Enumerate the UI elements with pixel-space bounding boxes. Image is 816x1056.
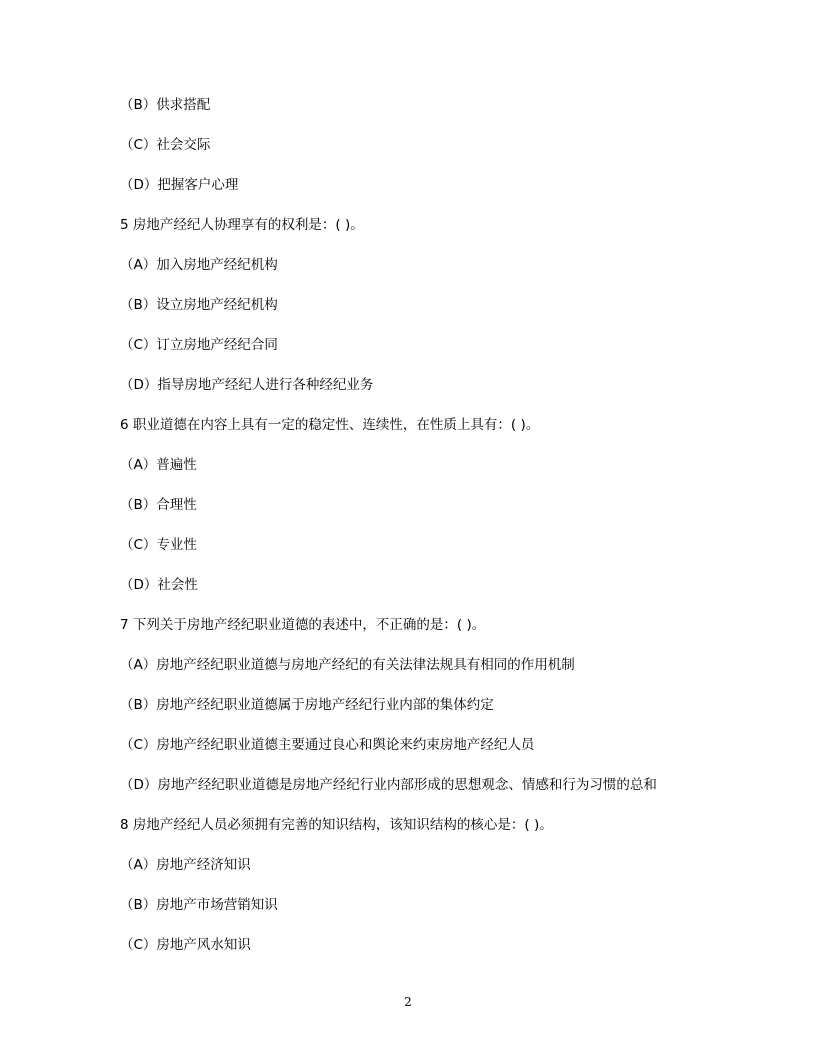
option-a: （A）加入房地产经纪机构	[120, 257, 278, 273]
option-d: （D）社会性	[120, 577, 198, 593]
option-5-d-line: （D）把握客户心理	[120, 177, 239, 193]
option-a: （A）普遍性	[120, 457, 197, 473]
option-a: （A）房地产经纪职业道德与房地产经纪的有关法律法规具有相同的作用机制	[120, 657, 575, 673]
page-content	[120, 93, 720, 973]
option-b: （B）合理性	[120, 497, 197, 513]
question-7: 7 下列关于房地产经纪职业道德的表述中，不正确的是：( )。	[120, 617, 486, 633]
option-c: （C）房地产经纪职业道德主要通过良心和舆论来约束房地产经纪人员	[120, 737, 535, 753]
option-c: （C）房地产风水知识	[120, 937, 251, 953]
option-5-c-line: （C）社会交际	[120, 137, 211, 153]
question-5: 5 房地产经纪人协理享有的权利是：( )。	[120, 217, 364, 233]
option-a: （A）房地产经济知识	[120, 857, 251, 873]
option-d: （D）房地产经纪职业道德是房地产经纪行业内部形成的思想观念、情感和行为习惯的总和	[120, 777, 657, 793]
option-c: （C）专业性	[120, 537, 197, 553]
option-d: （D）指导房地产经纪人进行各种经纪业务	[120, 377, 374, 393]
option-5-b-line: （B）供求搭配	[120, 97, 211, 113]
option-b: （B）房地产市场营销知识	[120, 897, 278, 913]
option-c: （C）订立房地产经纪合同	[120, 337, 278, 353]
question-8: 8 房地产经纪人员必须拥有完善的知识结构，该知识结构的核心是：( )。	[120, 817, 553, 833]
question-6: 6 职业道德在内容上具有一定的稳定性、连续性，在性质上具有：( )。	[120, 417, 540, 433]
option-b: （B）房地产经纪职业道德属于房地产经纪行业内部的集体约定	[120, 697, 494, 713]
page-number: 2	[404, 995, 412, 1009]
option-b: （B）设立房地产经纪机构	[120, 297, 278, 313]
